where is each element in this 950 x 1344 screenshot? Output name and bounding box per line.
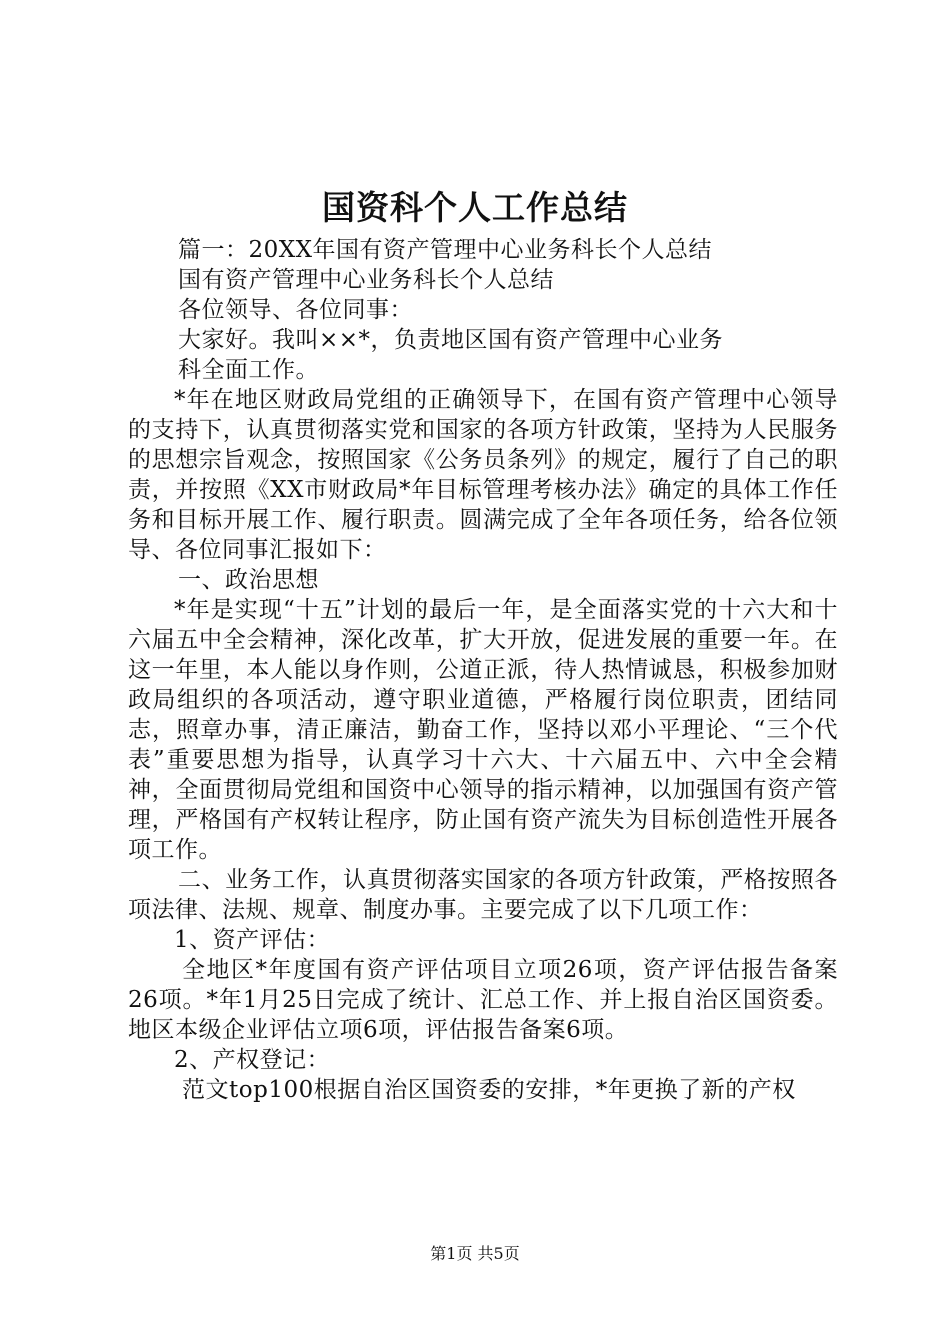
summary-heading: 国有资产管理中心业务科长个人总结 xyxy=(178,267,554,293)
paragraph-registration: 范文top100根据自治区国资委的安排，*年更换了新的产权 xyxy=(182,1077,796,1103)
item-heading-assessment: 1、资产评估： xyxy=(174,927,331,953)
section-heading-politics: 一、政治思想 xyxy=(178,567,319,593)
document-body xyxy=(128,235,838,1105)
paragraph-assessment: 全地区*年度国有资产评估项目立项26项，资产评估报告备案26项。*年1月25日完成了统计、汇总工作、并上报自治区国资委。地区本级企业评估立项6项，评估报告备案6项。 xyxy=(128,957,838,1043)
document-title: 国资科个人工作总结 xyxy=(322,188,628,227)
paragraph-intro: *年在地区财政局党组的正确领导下，在国有资产管理中心领导的支持下，认真贯彻落实党和国家的各项方针政策，坚持为人民服务的思想宗旨观念，按照国家《公务员条列》的规定，履行了自己的职责，并按照《XX市财政局*年目标管理考核办法》确定的具体工作任务和目标开展工作、履行职责。圆满完成了全年各项任务，给各位领导、各位同事汇报如下： xyxy=(128,387,838,563)
subtitle-line: 篇一：20XX年国有资产管理中心业务科长个人总结 xyxy=(178,237,713,263)
paragraph-business: 二、业务工作，认真贯彻落实国家的各项方针政策，严格按照各项法律、法规、规章、制度办事。主要完成了以下几项工作： xyxy=(128,867,838,923)
page-footer: 第1页 共5页 xyxy=(430,1244,520,1263)
paragraph-politics: *年是实现“十五”计划的最后一年，是全面落实党的十六大和十六届五中全会精神，深化改革，扩大开放，促进发展的重要一年。在这一年里，本人能以身作则，公道正派，待人热情诚恳，积极参加财政局组织的各项活动，遵守职业道德，严格履行岗位职责，团结同志，照章办事，清正廉洁，勤奋工作，坚持以邓小平理论、“三个代表”重要思想为指导，认真学习十六大、十六届五中、六中全会精神，全面贯彻局党组和国资中心领导的指示精神，以加强国有资产管理，严格国有产权转让程序，防止国有资产流失为目标创造性开展各项工作。 xyxy=(128,597,838,863)
greeting-line-cont: 科全面工作。 xyxy=(178,357,319,383)
salutation: 各位领导、各位同事： xyxy=(178,297,413,323)
greeting-line: 大家好。我叫××*，负责地区国有资产管理中心业务 xyxy=(178,327,724,353)
item-heading-registration: 2、产权登记： xyxy=(174,1047,331,1073)
